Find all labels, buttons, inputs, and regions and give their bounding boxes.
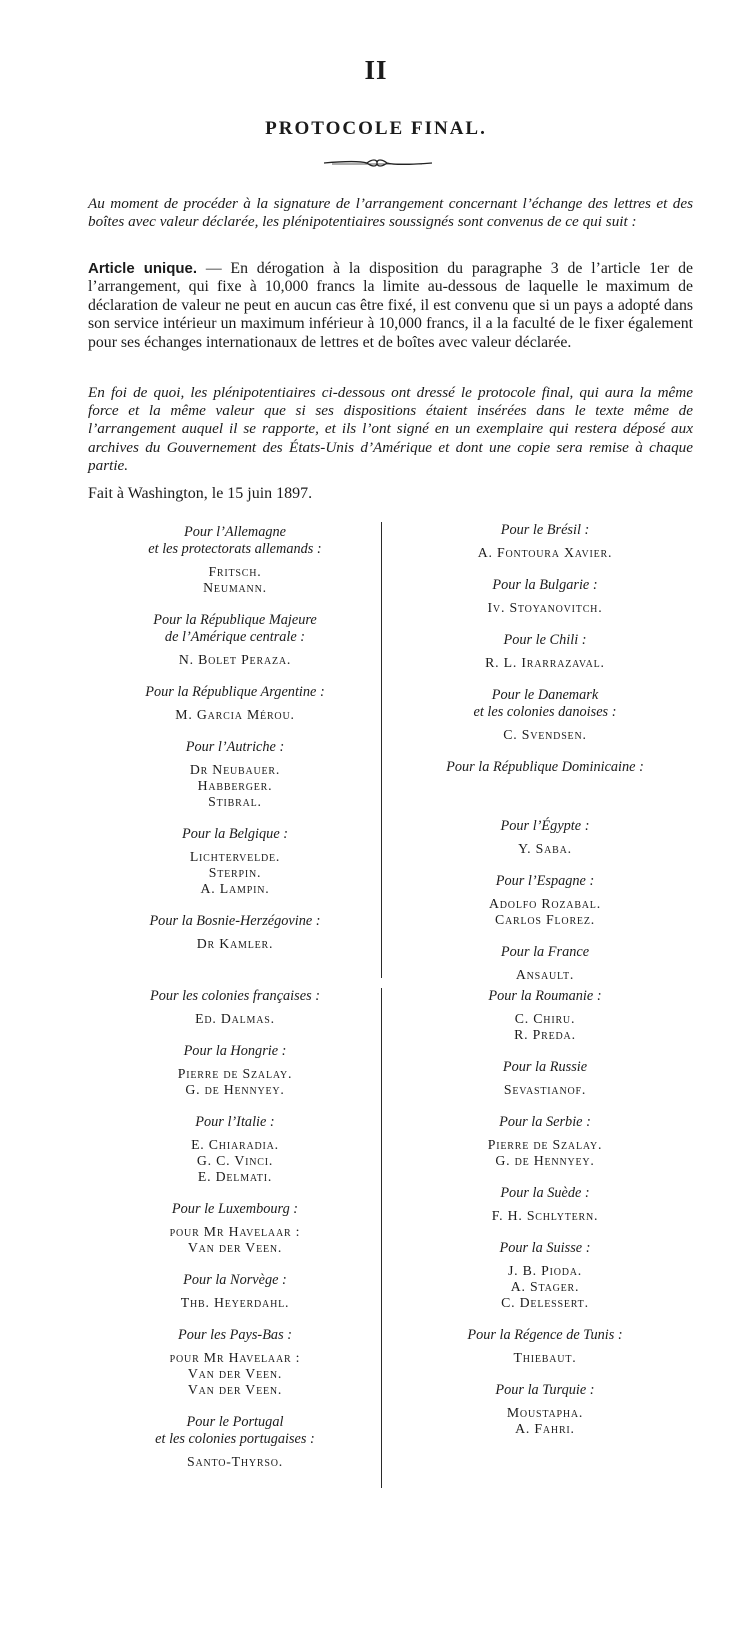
signatory-country: Pour la Suède : <box>500 1185 590 1201</box>
signatory-names: Ed. Dalmas. <box>195 1011 275 1026</box>
signatory-country: Pour le Chili : <box>503 632 587 648</box>
signatory-entry <box>90 1272 380 1311</box>
signatory-country: Pour l’Espagne : <box>495 873 595 889</box>
signatories-column-1 <box>90 524 380 968</box>
signatory-country: Pour la Roumanie : <box>488 988 602 1004</box>
signatory-names: A. Fontoura Xavier. <box>477 545 613 560</box>
signatory-entry <box>90 524 380 596</box>
signatory-entry <box>395 988 695 1043</box>
signatory-names: Santo-Thyrso. <box>186 1454 284 1469</box>
signatory-entry <box>90 1327 380 1398</box>
signatory-names: Moustapha. A. Fahri. <box>506 1405 584 1436</box>
en-foi-paragraph: En foi de quoi, les plénipotentiaires ci-dessous ont dressé le protocole final, qui aura la même force et la même valeur que si ses dispositions étaient insérées dans le texte même de l’arrangement auquel il se rapporte, et ils l’ont signé en un exemplaire qui restera déposé aux archives du Gouvernement des États-Unis d’Amérique et dont une copie sera remise à chaque partie. <box>88 384 693 474</box>
signatory-country: Pour la Serbie : <box>499 1114 591 1130</box>
signatory-names: Dr Kamler. <box>196 936 274 951</box>
column-divider-top <box>381 522 382 978</box>
signatory-country: Pour le Portugal et les colonies portugaises : <box>155 1414 315 1447</box>
signatory-names: Fritsch. Neumann. <box>203 564 267 595</box>
signatory-entry <box>395 522 695 561</box>
signatory-entry <box>90 739 380 810</box>
signatory-entry <box>90 826 380 897</box>
signatory-country: Pour la République Dominicaine : <box>446 759 644 775</box>
signatory-names: R. L. Irarrazaval. <box>485 655 605 670</box>
signatories-column-2 <box>395 522 695 999</box>
signatory-entry <box>395 1327 695 1366</box>
signatory-country: Pour le Danemark et les colonies danoises : <box>473 687 617 720</box>
signatory-country: Pour la Suisse : <box>499 1240 591 1256</box>
signatory-names: Pierre de Szalay. G. de Hennyey. <box>487 1137 603 1168</box>
ornament-divider <box>322 156 432 170</box>
signatory-entry <box>395 944 695 983</box>
signatory-names: C. Svendsen. <box>503 727 587 742</box>
signatory-names: N. Bolet Peraza. <box>178 652 292 667</box>
article-paragraph <box>88 260 693 352</box>
signatory-entry <box>90 913 380 952</box>
signatory-country: Pour la Turquie : <box>495 1382 595 1398</box>
signatory-entry <box>90 612 380 668</box>
signatory-names: pour Mr Havelaar : Van der Veen. <box>169 1224 301 1255</box>
article-lead: Article unique. <box>88 260 198 277</box>
signatory-entry <box>395 1382 695 1437</box>
signatories-column-4 <box>395 988 695 1453</box>
signatory-country: Pour les Pays-Bas : <box>178 1327 292 1343</box>
signatory-names: M. Garcia Mérou. <box>175 707 295 722</box>
signatory-entry <box>90 1043 380 1098</box>
signatory-country: Pour l’Autriche : <box>185 739 285 755</box>
signatory-country: Pour la République Argentine : <box>145 684 325 700</box>
signatory-country: Pour la Bosnie-Herzégovine : <box>149 913 321 929</box>
signatory-names: J. B. Pioda. A. Stager. C. Delessert. <box>501 1263 589 1310</box>
signatory-country: Pour la Régence de Tunis : <box>467 1327 623 1343</box>
signatory-entry <box>395 687 695 743</box>
signatory-country: Pour l’Égypte : <box>500 818 590 834</box>
signatories-column-3 <box>90 988 380 1486</box>
signatory-names: Iv. Stoyanovitch. <box>487 600 603 615</box>
section-number: II <box>364 55 388 85</box>
signatory-country: Pour le Luxembourg : <box>171 1201 299 1217</box>
signatory-entry <box>90 1114 380 1185</box>
signatory-entry <box>395 1185 695 1224</box>
signatory-names: Ansault. <box>515 967 575 982</box>
signatory-entry <box>395 1240 695 1311</box>
signatory-entry <box>90 1414 380 1470</box>
signatory-country: Pour la Belgique : <box>181 826 288 842</box>
signatory-names: C. Chiru. R. Preda. <box>514 1011 576 1042</box>
article-text: — En dérogation à la disposition du paragraphe 3 de l’article 1er de l’arrangement, qui fixe à 10,000 francs la limite au-dessous de laquelle le maximum de déclaration de valeur ne peut en aucun cas être fixé, il est convenu que si un pays a adopté dans son service intérieur un maximum inférieur à 10,000 francs, il a la faculté de le fixer également pour ses échanges internationaux de lettres et de boîtes avec valeur déclarée. <box>88 260 693 351</box>
signatory-names <box>395 782 695 802</box>
intro-paragraph: Au moment de procéder à la signature de l’arrangement concernant l’échange des lettres et des boîtes avec valeur déclarée, les plénipotentiaires soussignés sont convenus de ce qui suit : <box>88 195 693 231</box>
signatory-names: Y. Saba. <box>518 841 572 856</box>
signatory-names: Thb. Heyerdahl. <box>180 1295 290 1310</box>
signatory-country: Pour l’Allemagne et les protectorats allemands : <box>148 524 322 557</box>
signatory-names: Pierre de Szalay. G. de Hennyey. <box>177 1066 293 1097</box>
signatory-names: E. Chiaradia. G. C. Vinci. E. Delmati. <box>191 1137 279 1184</box>
signatory-entry <box>90 684 380 723</box>
signatory-names: Adolfo Rozabal. Carlos Florez. <box>489 896 601 927</box>
column-divider-bottom <box>381 988 382 1488</box>
signatory-names: Thiebaut. <box>513 1350 577 1365</box>
signatory-country: Pour la Hongrie : <box>183 1043 287 1059</box>
signatory-country: Pour la Bulgarie : <box>492 577 598 593</box>
signatory-names: Dr Neubauer. Habberger. Stibral. <box>189 762 281 809</box>
signatory-country: Pour la France <box>500 944 590 960</box>
signatory-entry <box>395 818 695 857</box>
signatory-country: Pour l’Italie : <box>195 1114 275 1130</box>
signatory-names: F. H. Schlytern. <box>491 1208 599 1223</box>
signatory-country: Pour la Norvège : <box>183 1272 287 1288</box>
page-title: PROTOCOLE FINAL. <box>265 118 487 139</box>
signatory-entry <box>90 988 380 1027</box>
signatory-names: Sevastianof. <box>503 1082 587 1097</box>
signatory-entry <box>395 759 695 802</box>
signatory-country: Pour la République Majeure de l’Amérique centrale : <box>153 612 317 645</box>
signatory-entry <box>90 1201 380 1256</box>
signatory-names: pour Mr Havelaar : Van der Veen. Van der Veen. <box>169 1350 301 1397</box>
signatory-country: Pour la Russie <box>502 1059 588 1075</box>
signatory-entry <box>395 873 695 928</box>
signatory-entry <box>395 632 695 671</box>
signatory-entry <box>395 577 695 616</box>
signatory-country: Pour les colonies françaises : <box>150 988 320 1004</box>
signatory-entry <box>395 1059 695 1098</box>
signatory-names: Lichtervelde. Sterpin. A. Lampin. <box>189 849 281 896</box>
signatory-entry <box>395 1114 695 1169</box>
place-date-line: Fait à Washington, le 15 juin 1897. <box>88 485 313 502</box>
signatory-country: Pour le Brésil : <box>500 522 590 538</box>
